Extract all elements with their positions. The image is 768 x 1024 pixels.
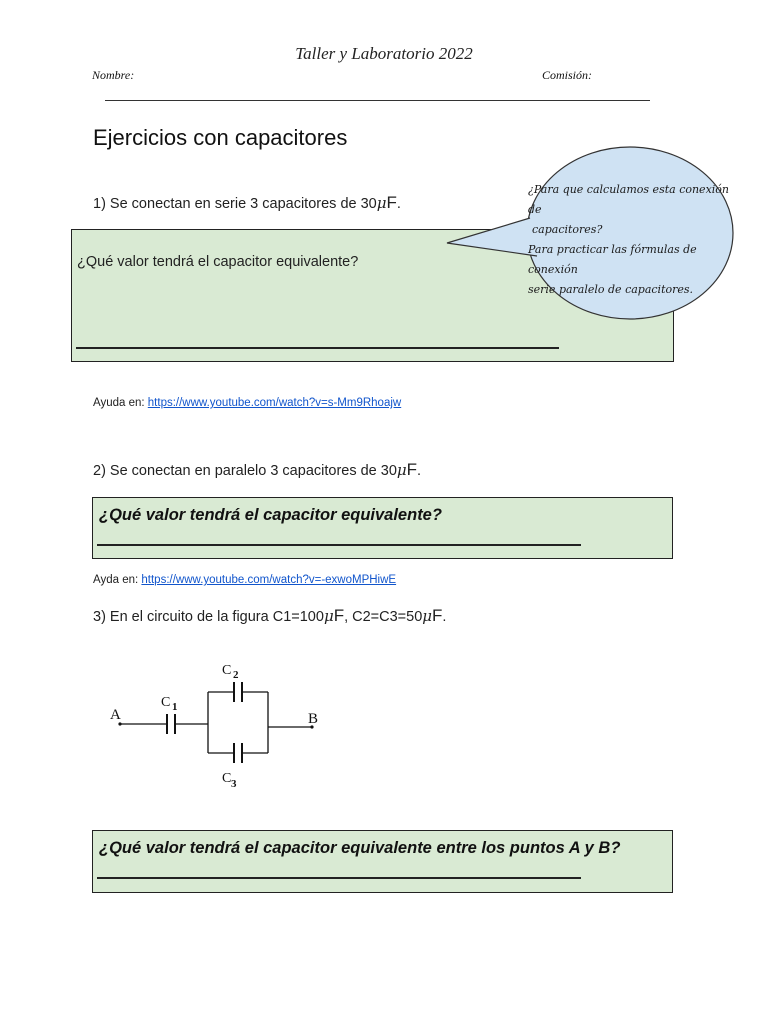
c2-label-sub: 2 bbox=[233, 669, 239, 681]
c1-label-letter: C bbox=[161, 695, 171, 710]
exercise-2-help bbox=[93, 574, 396, 586]
exercise-2-question: ¿Qué valor tendrá el capacitor equivalente? bbox=[99, 506, 442, 524]
exercise-3-text-a: 3) En el circuito de la figura C1=100 bbox=[93, 609, 324, 625]
c2-label-letter: C bbox=[222, 663, 232, 678]
farad-symbol: F bbox=[406, 460, 418, 479]
node-b-label: B bbox=[308, 711, 319, 727]
exercise-1-text: 1) Se conectan en serie 3 capacitores de 30 bbox=[93, 196, 377, 212]
exercise-3-answer-box bbox=[92, 830, 673, 893]
micro-symbol: μ bbox=[376, 194, 387, 212]
callout-line-1: ¿Para que calculamos esta conexión de bbox=[528, 183, 729, 216]
circuit-diagram bbox=[100, 655, 340, 800]
exercise-1-help bbox=[93, 397, 401, 409]
exercise-1-question: ¿Qué valor tendrá el capacitor equivalente? bbox=[77, 254, 359, 270]
worksheet-title: Taller y Laboratorio 2022 bbox=[295, 44, 473, 63]
name-label: Nombre: bbox=[92, 68, 135, 82]
help-label: Ayda en: bbox=[93, 574, 142, 586]
commission-label: Comisión: bbox=[542, 68, 593, 82]
callout-line-3: Para practicar las fórmulas de conexión bbox=[528, 243, 697, 276]
period: . bbox=[442, 609, 447, 625]
exercise-2-answer-line[interactable] bbox=[97, 544, 581, 546]
exercise-2-statement bbox=[93, 460, 421, 480]
node-a-label: A bbox=[110, 707, 121, 723]
period: . bbox=[396, 196, 401, 212]
callout-text bbox=[528, 180, 743, 300]
micro-symbol: μ bbox=[396, 461, 407, 479]
exercise-2-text: 2) Se conectan en paralelo 3 capacitores de 30 bbox=[93, 463, 397, 479]
farad-symbol: F bbox=[386, 193, 397, 212]
exercise-3-question: ¿Qué valor tendrá el capacitor equivalente entre los puntos A y B? bbox=[99, 839, 621, 857]
farad-symbol: F bbox=[432, 606, 443, 625]
farad-symbol: F bbox=[333, 606, 345, 625]
c3-label-letter: C bbox=[222, 771, 232, 786]
exercise-1-statement bbox=[93, 193, 401, 213]
micro-symbol: μ bbox=[422, 607, 433, 625]
c1-label-sub: 1 bbox=[172, 701, 178, 713]
exercise-3-statement bbox=[93, 606, 446, 626]
exercise-2-youtube-link[interactable]: https://www.youtube.com/watch?v=-exwoMPHiwE bbox=[141, 574, 397, 586]
callout-line-4: serie paralelo de capacitores. bbox=[528, 283, 694, 296]
exercise-1-answer-line[interactable] bbox=[76, 347, 559, 349]
c3-label-sub: 3 bbox=[231, 778, 237, 790]
exercise-3-answer-line[interactable] bbox=[97, 877, 581, 879]
exercise-2-answer-box bbox=[92, 497, 673, 559]
exercise-3-text-b: , C2=C3=50 bbox=[344, 609, 423, 625]
period: . bbox=[417, 463, 422, 479]
page-heading: Ejercicios con capacitores bbox=[93, 125, 348, 150]
micro-symbol: μ bbox=[323, 607, 334, 625]
name-answer-line[interactable] bbox=[105, 100, 650, 101]
exercise-1-youtube-link[interactable]: https://www.youtube.com/watch?v=s-Mm9Rhoajw bbox=[147, 397, 402, 409]
callout-line-2: capacitores? bbox=[532, 223, 603, 236]
help-label: Ayuda en: bbox=[93, 397, 148, 409]
